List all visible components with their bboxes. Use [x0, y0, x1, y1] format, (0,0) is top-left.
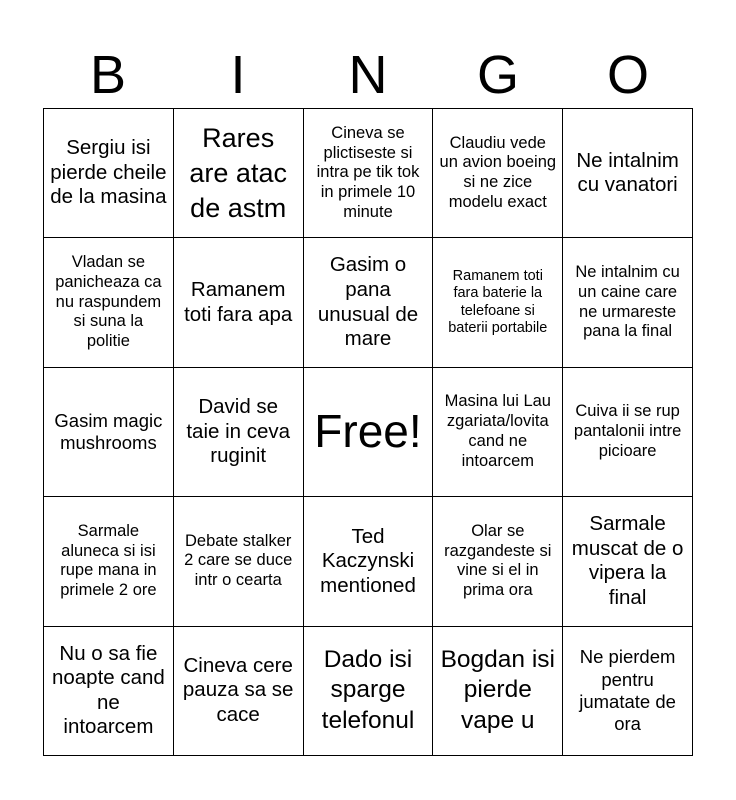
bingo-cell[interactable]: Cineva cere pauza sa se cace — [174, 627, 304, 756]
bingo-cell[interactable]: Ted Kaczynski mentioned — [304, 497, 434, 626]
header-letter-b: B — [89, 45, 127, 105]
bingo-cell[interactable]: Ramanem toti fara baterie la telefoane si baterii portabile — [433, 238, 563, 367]
bingo-header — [43, 42, 693, 108]
bingo-cell[interactable]: Ne intalnim cu vanatori — [563, 109, 693, 238]
bingo-cell[interactable]: Olar se razgandeste si vine si el in prima ora — [433, 497, 563, 626]
bingo-cell[interactable]: Gasim o pana unusual de mare — [304, 238, 434, 367]
bingo-cell[interactable]: Sarmale aluneca si isi rupe mana in primele 2 ore — [44, 497, 174, 626]
header-letter-i: I — [230, 45, 246, 105]
bingo-cell[interactable]: Rares are atac de astm — [174, 109, 304, 238]
header-letter-g: G — [476, 45, 519, 105]
bingo-cell[interactable]: Nu o sa fie noapte cand ne intoarcem — [44, 627, 174, 756]
bingo-cell[interactable]: Ne pierdem pentru jumatate de ora — [563, 627, 693, 756]
bingo-cell[interactable]: Sergiu isi pierde cheile de la masina — [44, 109, 174, 238]
header-letter-o: O — [606, 45, 649, 105]
header-letter-n: N — [348, 45, 388, 105]
bingo-cell[interactable]: Ne intalnim cu un caine care ne urmareste pana la final — [563, 238, 693, 367]
bingo-cell[interactable]: Cineva se plictiseste si intra pe tik tok in primele 10 minute — [304, 109, 434, 238]
bingo-cell[interactable]: Vladan se panicheaza ca nu raspundem si suna la politie — [44, 238, 174, 367]
bingo-cell[interactable]: Debate stalker 2 care se duce intr o cearta — [174, 497, 304, 626]
bingo-card — [43, 108, 693, 756]
bingo-cell[interactable]: Dado isi sparge telefonul — [304, 627, 434, 756]
bingo-cell[interactable]: David se taie in ceva ruginit — [174, 368, 304, 497]
bingo-cell[interactable]: Sarmale muscat de o vipera la final — [563, 497, 693, 626]
bingo-cell[interactable]: Ramanem toti fara apa — [174, 238, 304, 367]
bingo-cell[interactable]: Masina lui Lau zgariata/lovita cand ne intoarcem — [433, 368, 563, 497]
free-space[interactable]: Free! — [304, 368, 434, 497]
bingo-cell[interactable]: Gasim magic mushrooms — [44, 368, 174, 497]
bingo-cell[interactable]: Claudiu vede un avion boeing si ne zice modelu exact — [433, 109, 563, 238]
bingo-cell[interactable]: Cuiva ii se rup pantalonii intre picioare — [563, 368, 693, 497]
bingo-cell[interactable]: Bogdan isi pierde vape u — [433, 627, 563, 756]
